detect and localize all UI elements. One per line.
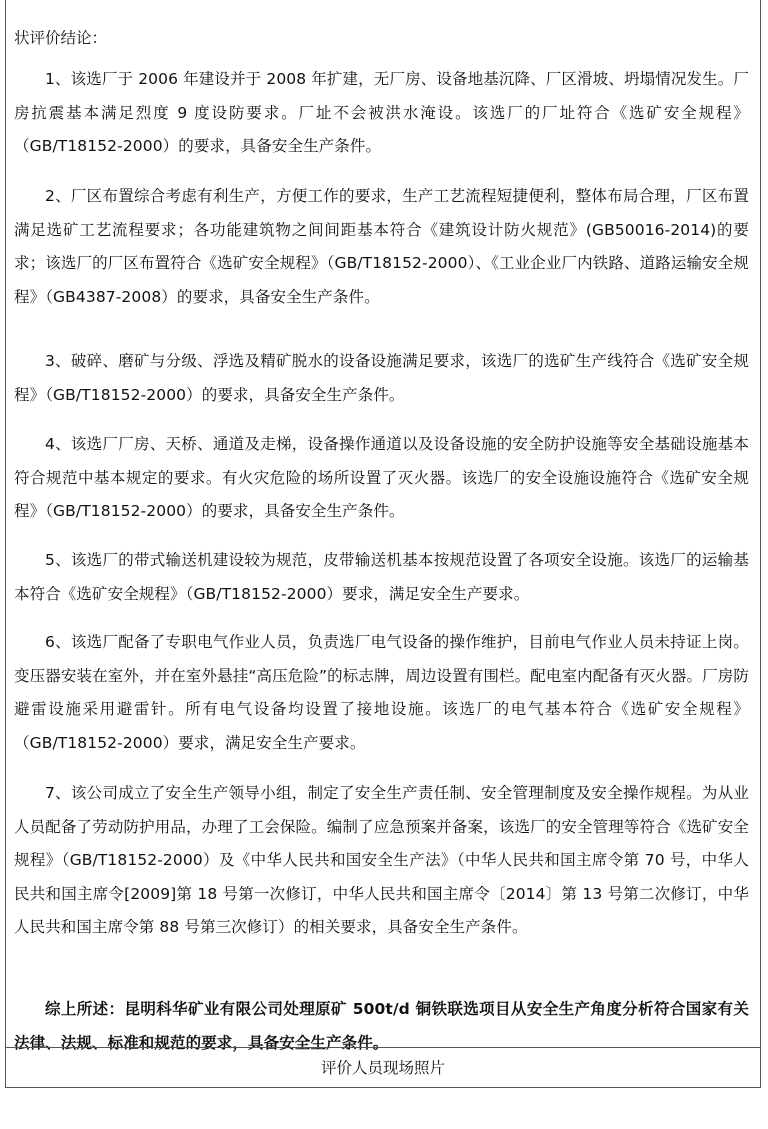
conclusion-paragraph-2: 2、厂区布置综合考虑有利生产，方便工作的要求，生产工艺流程短捷便利，整体布局合理，厂区布置满足选矿工艺流程要求；各功能建筑物之间间距基本符合《建筑设计防火规范》(GB50016-2014)的要求；该选厂的厂区布置符合《选矿安全规程》（GB/T18152-2000）、《工业企业厂内铁路、道路运输安全规程》（GB4387-2008）的要求，具备安全生产条件。 — [14, 187, 749, 306]
conclusion-paragraph-1: 1、该选厂于 2006 年建设并于 2008 年扩建，无厂房、设备地基沉降、厂区滑坡、坍塌情况发生。厂房抗震基本满足烈度 9 度设防要求。厂址不会被洪水淹设。该选厂的厂址符合《选矿安全规程》（GB/T18152-2000）的要求，具备安全生产条件。 — [14, 70, 749, 155]
section-heading: 状评价结论： — [14, 29, 108, 47]
conclusion-paragraph-7: 7、该公司成立了安全生产领导小组，制定了安全生产责任制、安全管理制度及安全操作规程。为从业人员配备了劳动防护用品，办理了工会保险。编制了应急预案并备案，该选厂的安全管理等符合《选矿安全规程》（GB/T18152-2000）及《中华人民共和国安全生产法》（中华人民共和国主席令第 70 号，中华人民共和国主席令[2009]第 18 号第一次修订，中华人民共和国主席令〔2014〕第 13 号第二次修订，中华人民共和国主席令第 88 号第三次修订）的相关要求，具备安全生产条件。 — [14, 784, 749, 936]
conclusion-paragraph-6: 6、该选厂配备了专职电气作业人员，负责选厂电气设备的操作维护，目前电气作业人员未持证上岗。变压器安装在室外，并在室外悬挂“高压危险”的标志牌，周边设置有围栏。配电室内配备有灭火器。厂房防避雷设施采用避雷针。所有电气设备均设置了接地设施。该选厂的电气基本符合《选矿安全规程》（GB/T18152-2000）要求，满足安全生产要求。 — [14, 633, 749, 752]
conclusion-paragraph-3: 3、破碎、磨矿与分级、浮选及精矿脱水的设备设施满足要求，该选厂的选矿生产线符合《选矿安全规程》（GB/T18152-2000）的要求，具备安全生产条件。 — [14, 352, 749, 404]
summary-paragraph: 综上所述：昆明科华矿业有限公司处理原矿 500t/d 铜铁联选项目从安全生产角度分析符合国家有关法律、法规、标准和规范的要求，具备安全生产条件。 — [14, 1000, 749, 1052]
conclusion-paragraph-5: 5、该选厂的带式输送机建设较为规范，皮带输送机基本按规范设置了各项安全设施。该选厂的运输基本符合《选矿安全规程》（GB/T18152-2000）要求，满足安全生产要求。 — [14, 551, 749, 603]
photo-section-label: 评价人员现场照片 — [320, 1059, 445, 1077]
conclusion-paragraph-4: 4、该选厂厂房、天桥、通道及走梯，设备操作通道以及设备设施的安全防护设施等安全基础设施基本符合规范中基本规定的要求。有火灾危险的场所设置了灭火器。该选厂的安全设施设施符合《选矿安全规程》（GB/T18152-2000）的要求，具备安全生产条件。 — [14, 435, 749, 520]
